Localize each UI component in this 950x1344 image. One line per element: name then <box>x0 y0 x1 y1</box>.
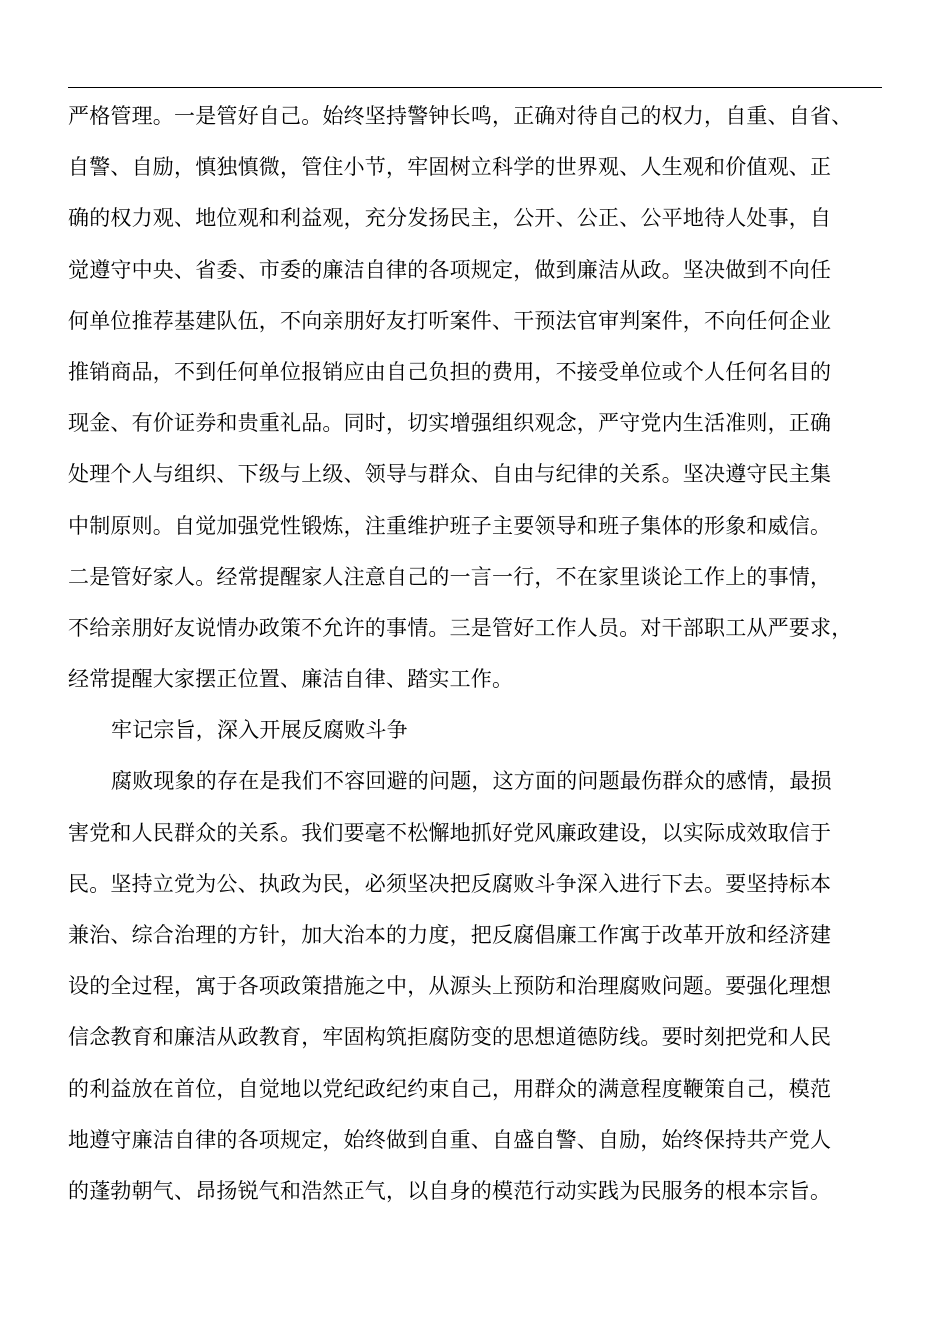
text-line: 害党和人民群众的关系。我们要毫不松懈地抓好党风廉政建设，以实际成效取信于 <box>68 820 832 845</box>
text-line: 何单位推荐基建队伍，不向亲朋好友打听案件、干预法官审判案件，不向任何企业 <box>68 308 832 333</box>
text-line: 推销商品，不到任何单位报销应由自己负担的费用，不接受单位或个人任何名目的 <box>68 359 832 384</box>
text-line: 觉遵守中央、省委、市委的廉洁自律的各项规定，做到廉洁从政。坚决做到不向任 <box>68 257 832 282</box>
text-line: 腐败现象的存在是我们不容回避的问题，这方面的问题最伤群众的感情，最损 <box>111 769 832 794</box>
text-line: 信念教育和廉洁从政教育，牢固构筑拒腐防变的思想道德防线。要时刻把党和人民 <box>68 1025 832 1050</box>
text-line: 现金、有价证券和贵重礼品。同时，切实增强组织观念，严守党内生活准则，正确 <box>68 411 832 436</box>
document-body <box>68 91 888 1217</box>
text-line: 地遵守廉洁自律的各项规定，始终做到自重、自盛自警、自励，始终保持共产党人 <box>68 1127 832 1152</box>
text-line: 民。坚持立党为公、执政为民，必须坚决把反腐败斗争深入进行下去。要坚持标本 <box>68 871 832 896</box>
section-heading: 牢记宗旨，深入开展反腐败斗争 <box>111 718 408 743</box>
text-line: 不给亲朋好友说情办政策不允许的事情。三是管好工作人员。对干部职工从严要求， <box>68 615 853 640</box>
text-line: 经常提醒大家摆正位置、廉洁自律、踏实工作。 <box>68 667 514 692</box>
text-line: 二是管好家人。经常提醒家人注意自己的一言一行，不在家里谈论工作上的事情， <box>68 564 832 589</box>
text-line: 确的权力观、地位观和利益观，充分发扬民主，公开、公正、公平地待人处事，自 <box>68 206 832 231</box>
text-line: 兼治、综合治理的方针，加大治本的力度，把反腐倡廉工作寓于改革开放和经济建 <box>68 923 832 947</box>
text-line: 的蓬勃朝气、昂扬锐气和浩然正气，以自身的模范行动实践为民服务的根本宗旨。 <box>68 1178 832 1203</box>
text-line: 的利益放在首位，自觉地以党纪政纪约束自己，用群众的满意程度鞭策自己，模范 <box>68 1076 832 1101</box>
text-line: 严格管理。一是管好自己。始终坚持警钟长鸣，正确对待自己的权力，自重、自省、 <box>68 104 853 128</box>
text-line: 中制原则。自觉加强党性锻炼，注重维护班子主要领导和班子集体的形象和威信。 <box>68 513 832 538</box>
text-line: 处理个人与组织、下级与上级、领导与群众、自由与纪律的关系。坚决遵守民主集 <box>68 462 832 487</box>
text-line: 自警、自励，慎独慎微，管住小节，牢固树立科学的世界观、人生观和价值观、正 <box>68 155 832 180</box>
header-rule <box>68 87 882 88</box>
text-line: 设的全过程，寓于各项政策措施之中，从源头上预防和治理腐败问题。要强化理想 <box>68 974 832 999</box>
